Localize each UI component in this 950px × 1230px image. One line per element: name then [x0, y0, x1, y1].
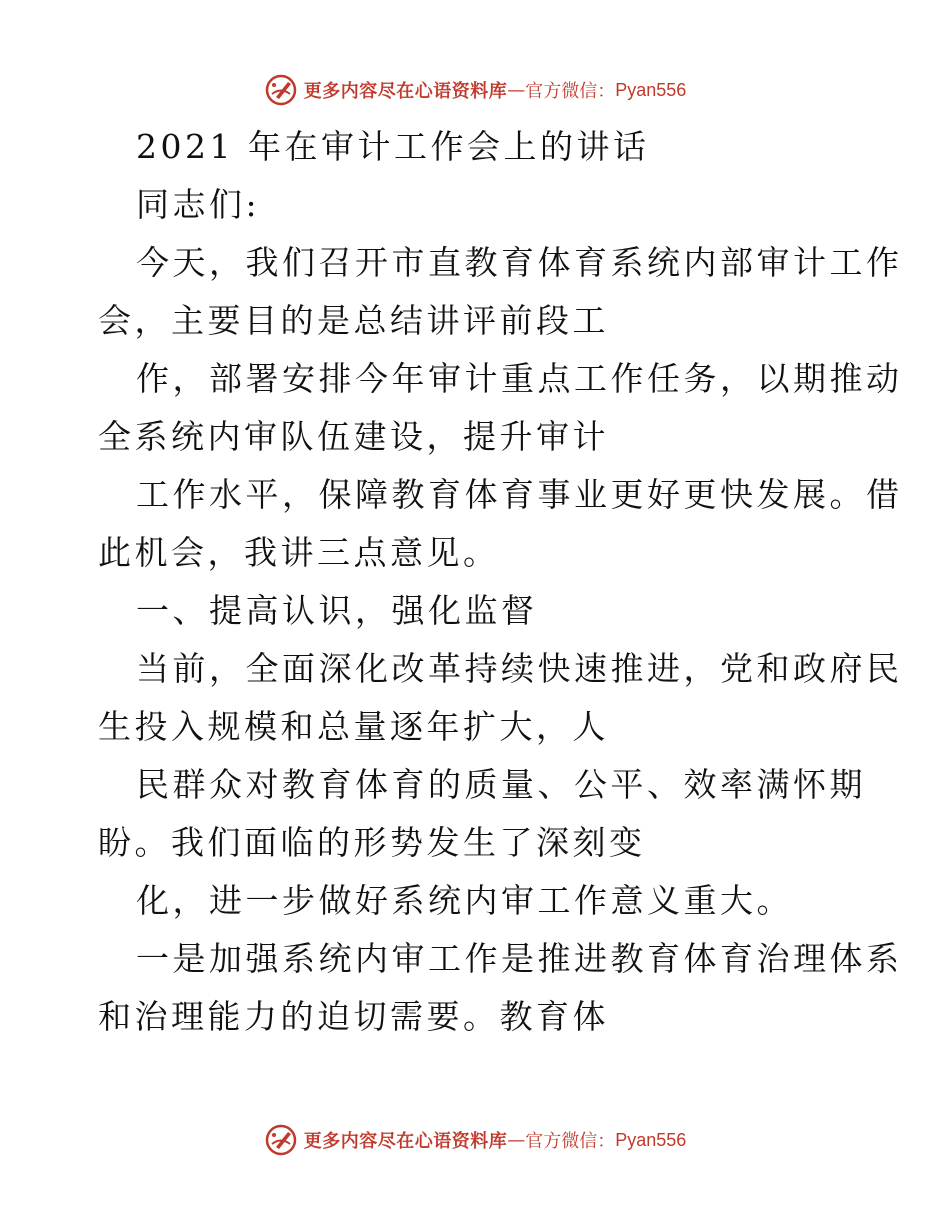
- body-line: 和治理能力的迫切需要。教育体: [98, 997, 609, 1036]
- body-line: 全系统内审队伍建设，提升审计: [98, 417, 609, 456]
- document-title: 2021 年在审计工作会上的讲话: [136, 127, 650, 166]
- watermark-banner-top: [0, 70, 950, 110]
- body-line: 民群众对教育体育的质量、公平、效率满怀期: [136, 765, 866, 804]
- watermark-wechat-id: Pyan556: [615, 79, 687, 100]
- watermark-banner-bottom: [0, 1120, 950, 1160]
- body-line: 一是加强系统内审工作是推进教育体育治理体系: [136, 939, 903, 978]
- book-pen-logo-icon: [264, 73, 298, 107]
- body-line: 今天，我们召开市直教育体育系统内部审计工作: [136, 243, 903, 282]
- body-line: 工作水平，保障教育体育事业更好更快发展。借: [136, 475, 903, 514]
- body-line: 作，部署安排今年审计重点工作任务，以期推动: [136, 359, 903, 398]
- body-line: 生投入规模和总量逐年扩大，人: [98, 707, 609, 746]
- watermark-main-text: 更多内容尽在心语资料库: [303, 1131, 508, 1152]
- watermark-wechat-label: 官方微信：: [525, 1131, 616, 1152]
- body-line: 化，进一步做好系统内审工作意义重大。: [136, 881, 793, 920]
- body-line: 盼。我们面临的形势发生了深刻变: [98, 823, 646, 862]
- watermark-separator: —: [507, 1129, 526, 1151]
- salutation: 同志们:: [136, 185, 261, 224]
- watermark-separator: —: [507, 79, 526, 101]
- section-heading: 一、提高认识，强化监督: [136, 591, 538, 630]
- book-pen-logo-icon: [264, 1123, 298, 1157]
- body-line: 此机会，我讲三点意见。: [98, 533, 500, 572]
- body-line: 会，主要目的是总结讲评前段工: [98, 301, 609, 340]
- watermark-main-text: 更多内容尽在心语资料库: [303, 81, 508, 102]
- watermark-wechat-label: 官方微信：: [525, 81, 616, 102]
- body-line: 当前，全面深化改革持续快速推进，党和政府民: [136, 649, 903, 688]
- document-body: [98, 123, 903, 1051]
- watermark-wechat-id: Pyan556: [615, 1129, 687, 1150]
